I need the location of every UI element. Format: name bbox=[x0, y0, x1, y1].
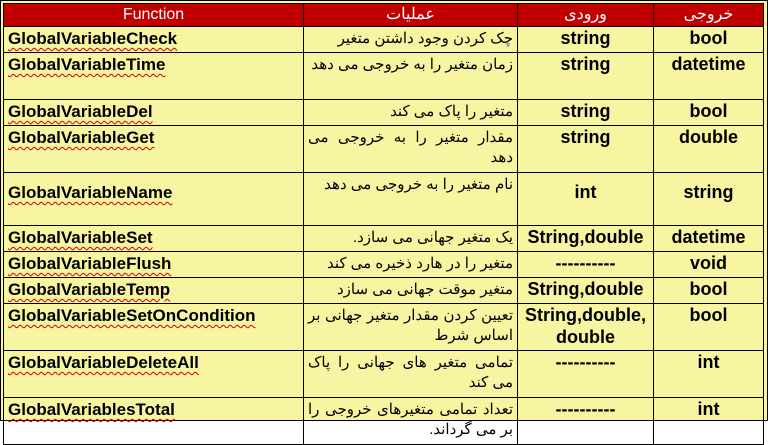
operation-cell: مقدار متغیر را به خروجی می دهد bbox=[304, 126, 518, 173]
operation-cell: تعیین کردن مقدار متغیر جهانی بر اساس شرط bbox=[304, 304, 518, 351]
table-row bbox=[4, 351, 764, 398]
input-cell: int bbox=[518, 173, 654, 226]
function-name-cell: GlobalVariableDel bbox=[4, 100, 304, 126]
header-input: ورودی bbox=[518, 4, 654, 27]
header-row bbox=[4, 4, 764, 27]
input-cell: string bbox=[518, 53, 654, 100]
table-row bbox=[4, 53, 764, 100]
table-row bbox=[4, 304, 764, 351]
function-name-cell: GlobalVariablesTotal bbox=[4, 398, 304, 445]
output-cell: string bbox=[654, 173, 764, 226]
header-output: خروجی bbox=[654, 4, 764, 27]
output-cell: datetime bbox=[654, 226, 764, 252]
function-name-cell: GlobalVariableFlush bbox=[4, 252, 304, 278]
input-cell: ---------- bbox=[518, 252, 654, 278]
header-function: Function bbox=[4, 4, 304, 27]
table-row bbox=[4, 278, 764, 304]
function-name-cell: GlobalVariableSetOnCondition bbox=[4, 304, 304, 351]
operation-cell: تعداد تمامی متغیرهای خروجی را بر می گرداند. bbox=[304, 398, 518, 445]
function-name-cell: GlobalVariableTime bbox=[4, 53, 304, 100]
function-name-cell: GlobalVariableDeleteAll bbox=[4, 351, 304, 398]
table-row bbox=[4, 27, 764, 53]
operation-cell: چک کردن وجود داشتن متغیر bbox=[304, 27, 518, 53]
output-cell: datetime bbox=[654, 53, 764, 100]
output-cell: int bbox=[654, 398, 764, 445]
function-name-cell: GlobalVariableCheck bbox=[4, 27, 304, 53]
input-cell: string bbox=[518, 27, 654, 53]
function-table bbox=[3, 3, 764, 445]
input-cell: string bbox=[518, 100, 654, 126]
table-row bbox=[4, 126, 764, 173]
table-row bbox=[4, 100, 764, 126]
input-cell: String,double bbox=[518, 226, 654, 252]
output-cell: void bbox=[654, 252, 764, 278]
output-cell: bool bbox=[654, 304, 764, 351]
output-cell: double bbox=[654, 126, 764, 173]
table-row bbox=[4, 398, 764, 445]
input-cell: ---------- bbox=[518, 351, 654, 398]
output-cell: int bbox=[654, 351, 764, 398]
header-operation: عملیات bbox=[304, 4, 518, 27]
table-row bbox=[4, 226, 764, 252]
operation-cell: تمامی متغیر های جهانی را پاک می کند bbox=[304, 351, 518, 398]
operation-cell: متغیر موقت جهانی می سازد bbox=[304, 278, 518, 304]
output-cell: bool bbox=[654, 27, 764, 53]
table-row bbox=[4, 173, 764, 226]
operation-cell: متغیر را پاک می کند bbox=[304, 100, 518, 126]
input-cell: string bbox=[518, 126, 654, 173]
table-row bbox=[4, 252, 764, 278]
input-cell: String,double bbox=[518, 278, 654, 304]
operation-cell: زمان متغیر را به خروجی می دهد bbox=[304, 53, 518, 100]
operation-cell: متغیر را در هارد ذخیره می کند bbox=[304, 252, 518, 278]
function-name-cell: GlobalVariableTemp bbox=[4, 278, 304, 304]
output-cell: bool bbox=[654, 278, 764, 304]
function-name-cell: GlobalVariableSet bbox=[4, 226, 304, 252]
output-cell: bool bbox=[654, 100, 764, 126]
input-cell: String,double, double bbox=[518, 304, 654, 351]
input-cell: ---------- bbox=[518, 398, 654, 445]
function-name-cell: GlobalVariableName bbox=[4, 173, 304, 226]
function-name-cell: GlobalVariableGet bbox=[4, 126, 304, 173]
operation-cell: نام متغیر را به خروجی می دهد bbox=[304, 173, 518, 226]
operation-cell: یک متغیر جهانی می سازد. bbox=[304, 226, 518, 252]
